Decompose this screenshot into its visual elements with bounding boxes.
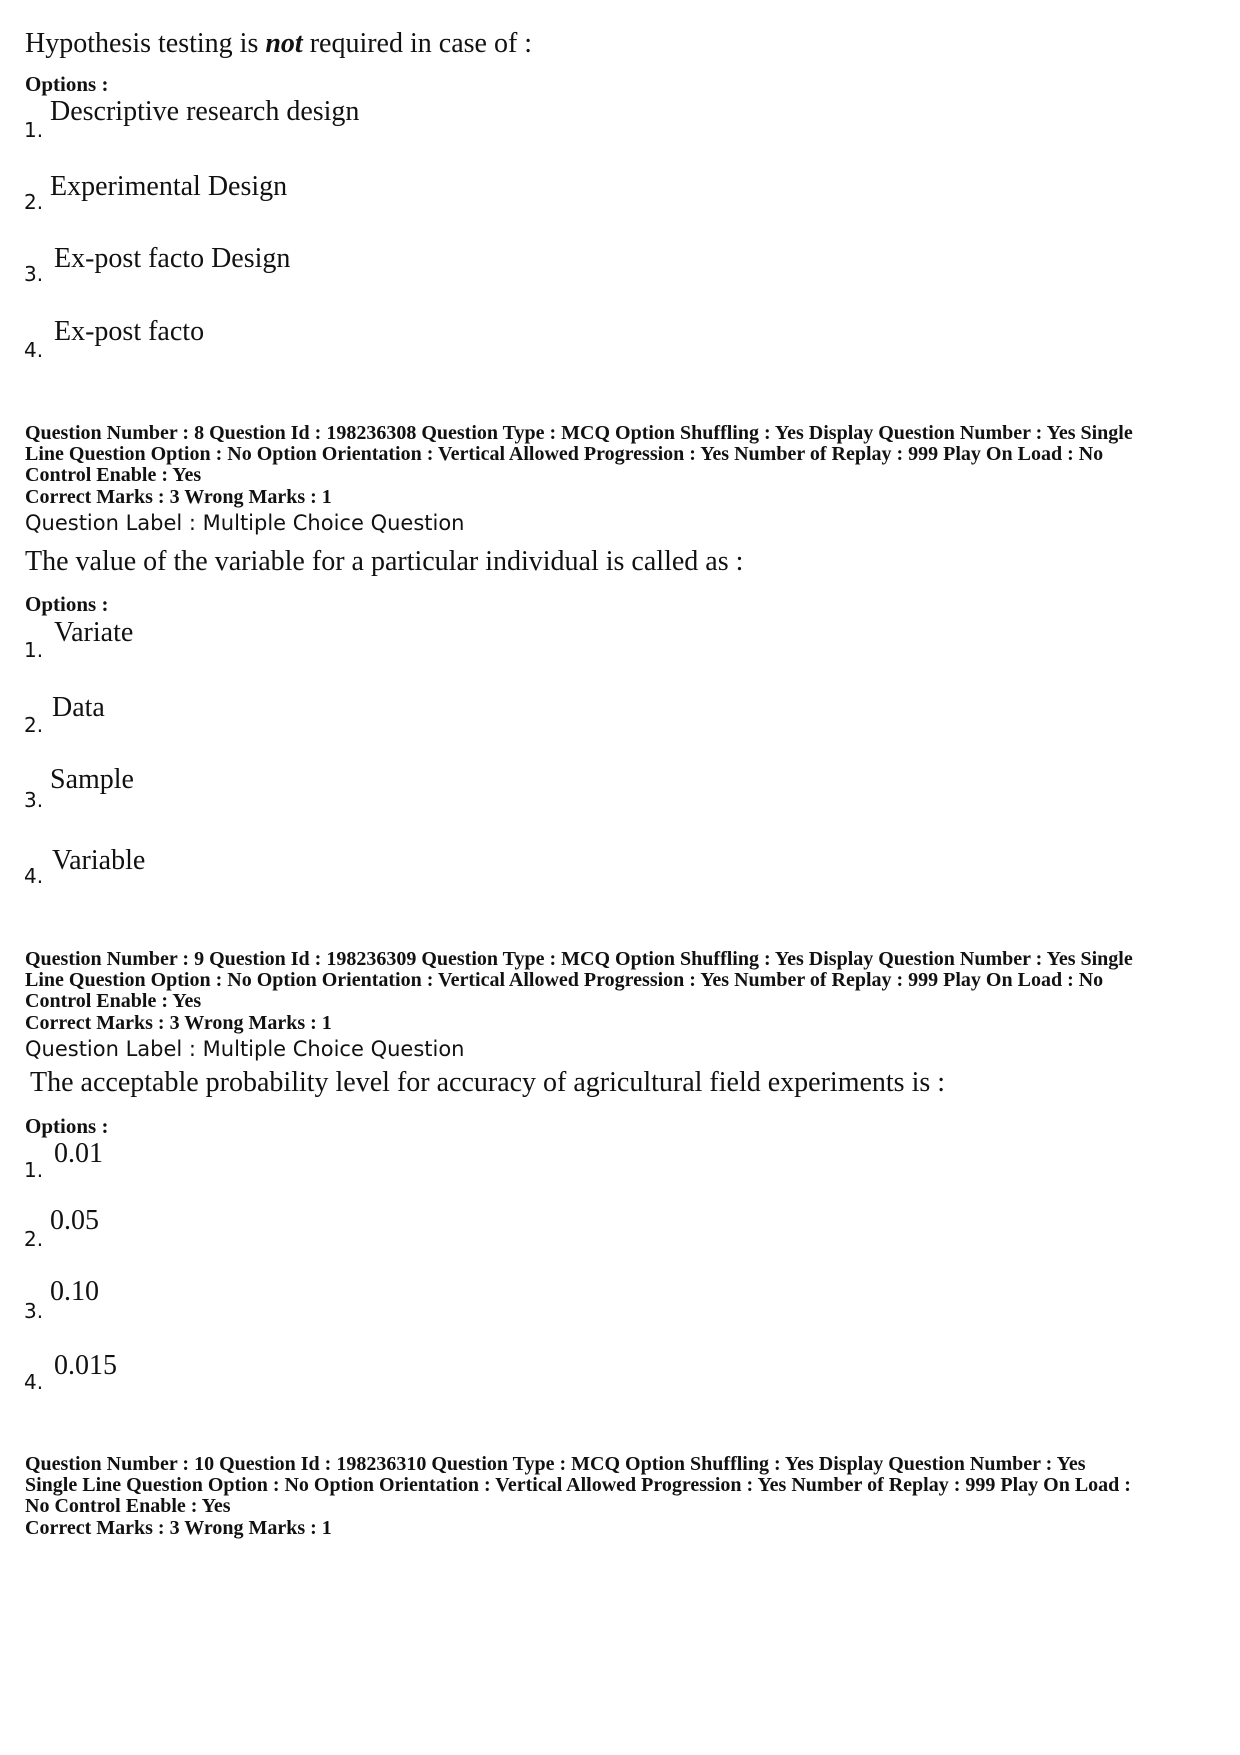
- q9-option-1-text: 0.01: [54, 1138, 103, 1169]
- q7-option-1-number: 1.: [24, 118, 44, 142]
- q9-option-4-text: 0.015: [54, 1350, 117, 1381]
- q7-option-4-text: Ex-post facto: [54, 316, 205, 347]
- q9-option-4-number: 4.: [24, 1370, 44, 1394]
- q8-option-1-text: Variate: [54, 617, 134, 648]
- q9-meta: Question Number : 9 Question Id : 198236309 Question Type : MCQ Option Shuffling : Yes Display Question Number : Yes Single Line Question Option : No Option Orientation : Vertical Allowed Progression : Yes Number of Replay : 999 Play On Load : No Control Enable : Yes: [25, 948, 1133, 1012]
- q9-option-3-number: 3.: [24, 1299, 44, 1323]
- q8-option-1-number: 1.: [24, 638, 44, 662]
- q8-option-2-number: 2.: [24, 713, 44, 737]
- q9-question-text: The acceptable probability level for accuracy of agricultural field experiments is :: [30, 1067, 946, 1098]
- q9-options-label: Options :: [25, 1114, 109, 1138]
- q10-marks: Correct Marks : 3 Wrong Marks : 1: [25, 1517, 332, 1539]
- q9-option-2-number: 2.: [24, 1227, 44, 1251]
- q9-option-3-text: 0.10: [50, 1276, 99, 1307]
- q10-meta: Question Number : 10 Question Id : 198236310 Question Type : MCQ Option Shuffling : Yes Display Question Number : Yes Single Line Question Option : No Option Orientation : Vertical Allowed Progression : Yes Number of Replay : 999 Play On Load : No Control Enable : Yes: [25, 1453, 1131, 1517]
- q9-question-label: Question Label : Multiple Choice Question: [25, 1037, 465, 1061]
- q7-emphasis: not: [265, 28, 303, 59]
- q8-option-4-text: Variable: [52, 845, 146, 876]
- q8-option-4-number: 4.: [24, 864, 44, 888]
- q7-option-1-text: Descriptive research design: [50, 96, 360, 127]
- q7-option-2-text: Experimental Design: [50, 171, 288, 202]
- q8-meta: Question Number : 8 Question Id : 198236308 Question Type : MCQ Option Shuffling : Yes Display Question Number : Yes Single Line Question Option : No Option Orientation : Vertical Allowed Progression : Yes Number of Replay : 999 Play On Load : No Control Enable : Yes: [25, 422, 1133, 486]
- q7-option-2-number: 2.: [24, 190, 44, 214]
- q9-option-2-text: 0.05: [50, 1205, 99, 1236]
- q8-question-label: Question Label : Multiple Choice Question: [25, 511, 465, 535]
- q7-question-text: Hypothesis testing is not required in case of :: [25, 28, 533, 59]
- q7-option-4-number: 4.: [24, 338, 44, 362]
- q9-option-1-number: 1.: [24, 1158, 44, 1182]
- q7-option-3-text: Ex-post facto Design: [54, 243, 291, 274]
- q7-options-label: Options :: [25, 72, 109, 96]
- q8-option-2-text: Data: [52, 692, 105, 723]
- q8-marks: Correct Marks : 3 Wrong Marks : 1: [25, 486, 332, 508]
- q9-marks: Correct Marks : 3 Wrong Marks : 1: [25, 1012, 332, 1034]
- q8-question-text: The value of the variable for a particular individual is called as :: [25, 546, 744, 577]
- q8-options-label: Options :: [25, 592, 109, 616]
- q8-option-3-text: Sample: [50, 764, 134, 795]
- q7-option-3-number: 3.: [24, 262, 44, 286]
- q8-option-3-number: 3.: [24, 788, 44, 812]
